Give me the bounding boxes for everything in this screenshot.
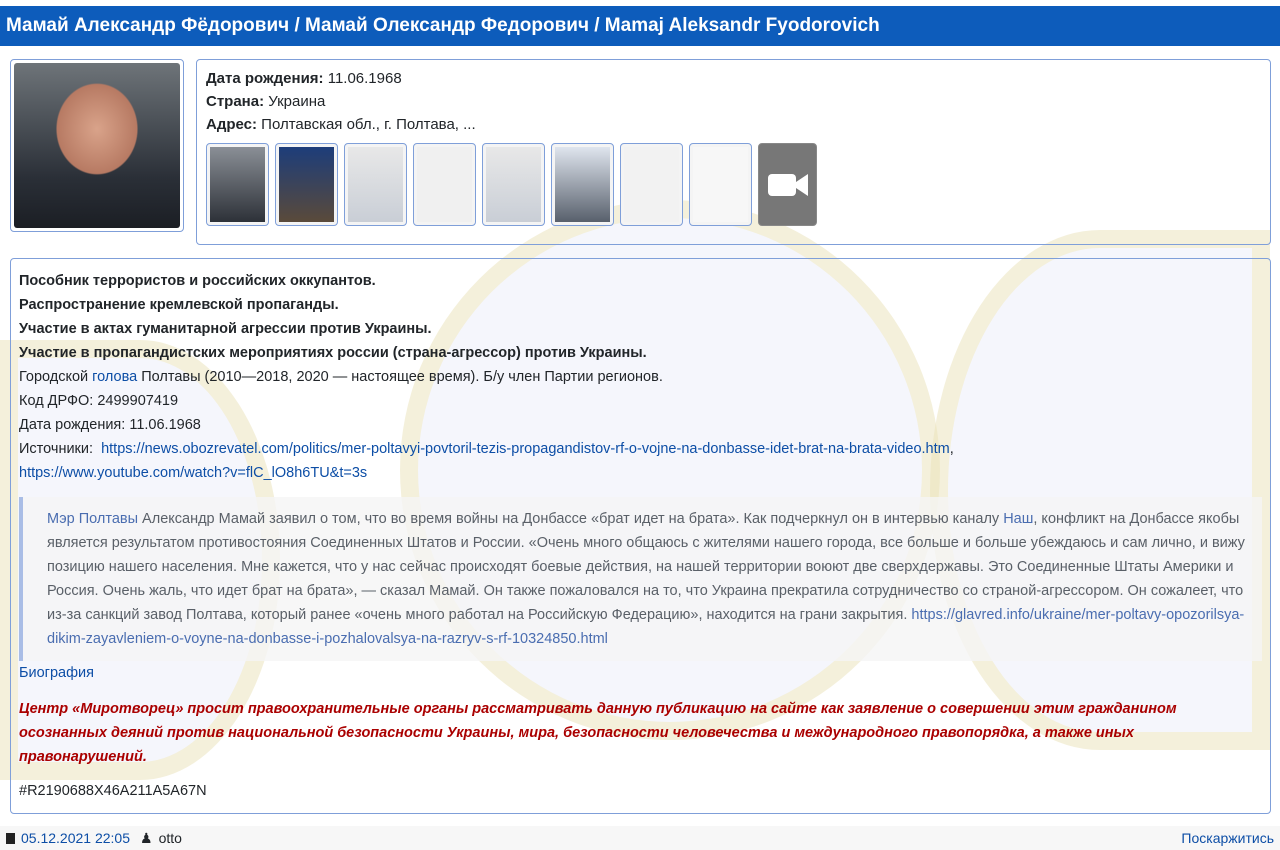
bio-text: Городской: [19, 369, 93, 385]
drfo-code: Код ДРФО: 2499907419: [19, 393, 179, 409]
quote-link[interactable]: Наш: [1003, 511, 1034, 527]
complain-link[interactable]: Поскаржитись: [1181, 830, 1274, 846]
profile-photo[interactable]: [10, 59, 184, 232]
quote-text: Александр Мамай заявил о том, что во время войны на Донбассе «брат идет на брата». Как подчеркнул он в интервью каналу: [138, 511, 1004, 527]
gallery-thumbnail[interactable]: [413, 143, 476, 226]
author: otto: [158, 830, 182, 846]
record-code: #R2190688X46A211A5A67N: [19, 783, 207, 799]
bio-link[interactable]: голова: [92, 369, 138, 385]
page-title: Мамай Александр Фёдорович / Мамай Олександр Федорович / Mamaj Aleksandr Fyodorovich: [0, 6, 1280, 46]
gallery: [206, 143, 1261, 226]
dossier-panel: [10, 258, 1271, 814]
sources-label: Источники:: [19, 441, 94, 457]
charge: Распространение кремлевской пропаганды.: [19, 297, 339, 313]
gallery-thumbnail[interactable]: [482, 143, 545, 226]
address-label: Адрес:: [206, 116, 257, 133]
footer: [0, 826, 1280, 850]
gallery-thumbnail[interactable]: [689, 143, 752, 226]
source-link[interactable]: https://www.youtube.com/watch?v=flC_lO8h6TU&t=3s: [19, 465, 368, 481]
dob-label: Дата рождения:: [206, 70, 324, 87]
video-thumbnail[interactable]: [758, 143, 817, 226]
post-date[interactable]: 05.12.2021 22:05: [21, 830, 130, 846]
gallery-thumbnail[interactable]: [275, 143, 338, 226]
gallery-thumbnail[interactable]: [551, 143, 614, 226]
info-panel: [196, 59, 1271, 245]
charge: Участие в пропагандистских мероприятиях россии (страна-агрессор) против Украины.: [19, 345, 647, 361]
country-label: Страна:: [206, 93, 265, 110]
sources: Источники: https://news.obozrevatel.com/politics/mer-poltavyi-povtoril-tezis-propagandistov-rf-o-vojne-na-donbasse-idet-brat-na-brata-video.htm, https://www.youtube.com/watch?v=flC_lO8h6TU&t=3s: [19, 441, 954, 481]
source-link[interactable]: https://news.obozrevatel.com/politics/mer-poltavyi-povtoril-tezis-propagandistov-rf-o-vojne-na-donbasse-idet-brat-na-brata-video.htm: [101, 441, 950, 457]
gallery-thumbnail[interactable]: [344, 143, 407, 226]
quote-block: [19, 497, 1262, 661]
warning-text: Центр «Миротворец» просит правоохранительные органы рассматривать данную публикацию на сайте как заявление о совершении этим гражданином осознанных деяний против национальной безопасности Украины, мира, безопасности человечества и международного правопорядка, а также иных правонарушений.: [19, 701, 1177, 765]
address-value: Полтавская обл., г. Полтава, ...: [261, 116, 476, 133]
quote-text: , конфликт на Донбассе якобы является результатом противостояния Соединенных Штатов и России. «Очень много общаюсь с жителями нашего города, все больше и больше убеждаюсь и сам лично, и вижу позицию нашего населения. Мне кажется, что у нас сейчас происходят боевые действия, на нашей территории воюют две сверхдержавы. Это Соединенные Штаты Америки и Россия. Очень жаль, что идет брат на брата», — сказал Мамай. Он также пожаловался на то, что Украина прекратила сотрудничество со страной-агрессором. Он сожалеет, что из-за санкций завод Полтава, который ранее «очень много работал на Российскую Федерацию», находится на грани закрытия.: [47, 511, 1245, 623]
gallery-thumbnail[interactable]: [620, 143, 683, 226]
bio-line: [19, 365, 1262, 389]
user-icon: ♟: [140, 829, 153, 846]
dob-value: 11.06.1968: [327, 70, 402, 87]
country-value: Украина: [268, 93, 326, 110]
birth-date: Дата рождения: 11.06.1968: [19, 417, 201, 433]
biography-link[interactable]: Биография: [19, 665, 94, 681]
charge: Пособник террористов и российских оккупантов.: [19, 273, 376, 289]
quote-source-link[interactable]: https://glavred.info/ukraine/mer-poltavy-opozorilsya-dikim-zayavleniem-o-voyne-na-donbasse-i-pozhalovalsya-na-razryv-s-rf-10324850.html: [47, 607, 1245, 647]
video-camera-icon: [766, 168, 810, 202]
bio-text: Полтавы (2010—2018, 2020 — настоящее время). Б/у член Партии регионов.: [137, 369, 663, 385]
charge: Участие в актах гуманитарной агрессии против Украины.: [19, 321, 432, 337]
gallery-thumbnail[interactable]: [206, 143, 269, 226]
quote-link[interactable]: Мэр Полтавы: [47, 511, 139, 527]
calendar-icon: [6, 833, 15, 844]
